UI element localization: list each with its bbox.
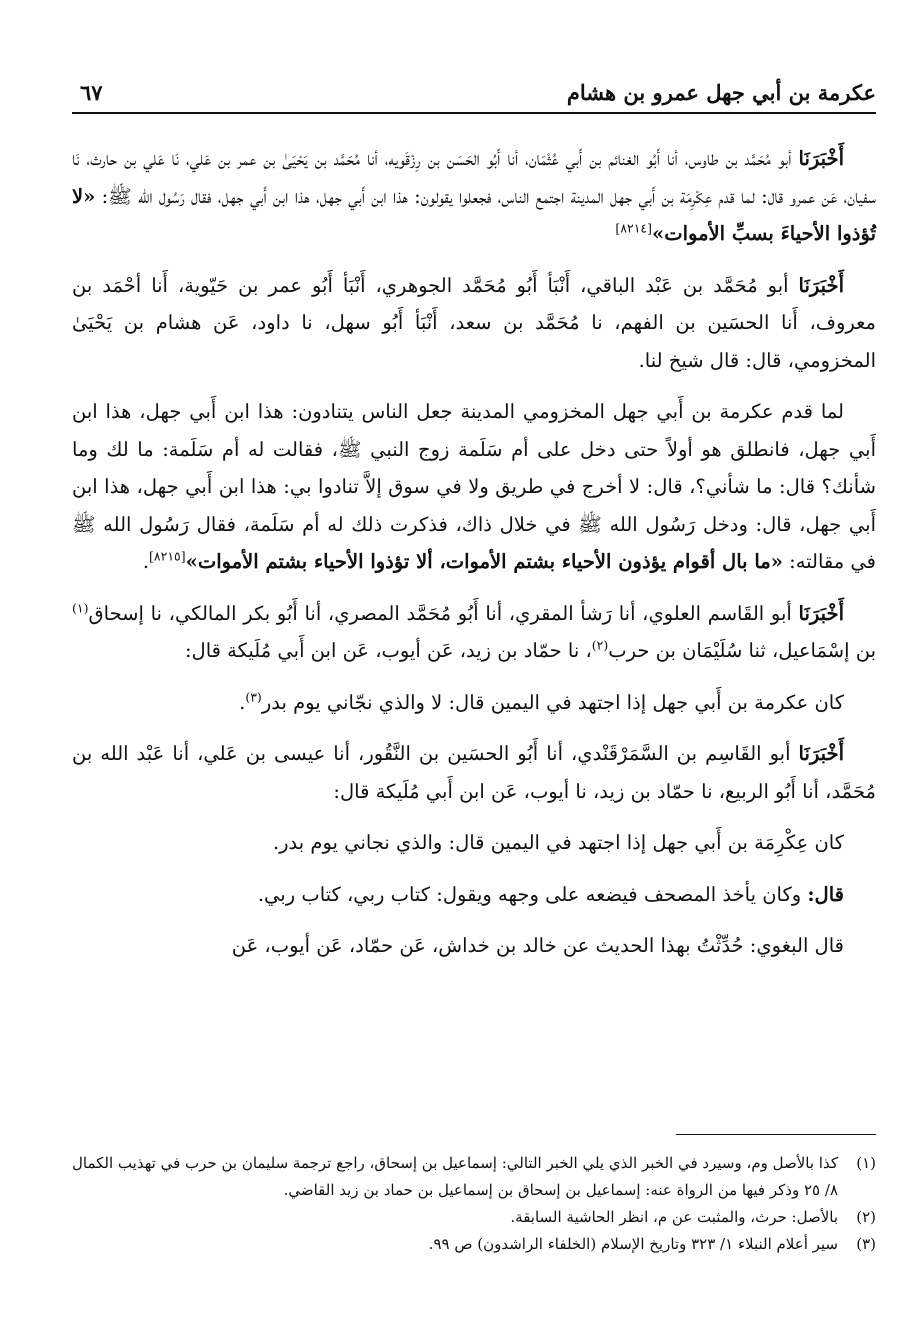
main-text — [72, 140, 876, 979]
narrative-text: كان عِكْرِمَة بن أَبي جهل إذا اجتهد في اليمين قال: والذي نجاني يوم بدر. — [272, 831, 844, 854]
header-rule — [72, 112, 876, 114]
isnad-text: بن إسْمَاعيل، ثنا سُلَيْمَان بن حرب — [608, 639, 876, 662]
footnote-marker-3: (٣) — [245, 689, 262, 704]
paragraph-5 — [72, 684, 876, 722]
footnote-text: كذا بالأصل وم، وسيرد في الخبر الذي يلي الخبر التالي: إسماعيل بن إسحاق، راجع ترجمة سليمان بن حرب في تهذيب الكمال ٨/ ٢٥ وذكر فيها من الرواة عنه: إسماعيل بن إسحاق بن إسماعيل بن حماد بن زيد القاضي. — [72, 1154, 838, 1199]
page-number: ٦٧ — [80, 80, 103, 105]
footnote-text: سير أعلام النبلاء ١/ ٣٢٣ وتاريخ الإسلام (الخلفاء الراشدون) ص ٩٩. — [428, 1235, 838, 1253]
paragraph-2 — [72, 267, 876, 380]
footnote-number: (٢) — [856, 1208, 876, 1226]
paragraph-9 — [72, 927, 876, 965]
paragraph-6 — [72, 735, 876, 810]
narrative-text: وكان يأخذ المصحف فيضعه على وجهه ويقول: كتاب ربي، كتاب ربي. — [257, 882, 808, 906]
akhbarana-lead: أَخْبَرَنَا — [798, 273, 844, 297]
period: . — [239, 690, 246, 714]
qala-lead: قال: — [807, 882, 844, 906]
running-header — [72, 78, 876, 112]
footnote-number: (١) — [856, 1154, 876, 1172]
isnad-text: أبو مُحَمَّد بن عَبْد الباقي، أَنْبَأ أَبُو مُحَمَّد الجوهري، أَنْبَأ أَبُو عمر بن حَيّوية، أَنا أحْمَد بن معروف، أَنا الحسَين بن الفهم، نا مُحَمَّد بن سعد، أَنْبَأ أَبُو سهل، نا داود، عَن هشام بن يَحْيَىٰ المخزومي، قال: قال شيخ لنا. — [72, 273, 876, 372]
paragraph-3 — [72, 393, 876, 581]
hadith-number: [٨٢١٥] — [149, 548, 186, 564]
footnote-rule — [676, 1134, 876, 1135]
footnote-marker-2: (٢) — [591, 637, 609, 653]
akhbarana-lead: أَخْبَرَنَا — [798, 601, 844, 625]
narrative-text: قال البغوي: حُدِّثْتُ بهذا الحديث عن خالد بن خداش، عَن حمّاد، عَن أيوب، عَن — [231, 934, 844, 957]
chapter-title: عكرمة بن أبي جهل عمرو بن هشام — [566, 80, 876, 105]
narrative-text: كان عكرمة بن أَبي جهل إذا اجتهد في اليمين قال: لا والذي نجّاني يوم بدر — [261, 690, 844, 714]
footnote-text: بالأصل: حرث، والمثبت عن م، انظر الحاشية السابقة. — [510, 1208, 838, 1226]
footnote-1 — [72, 1150, 876, 1204]
footnote-number: (٣) — [856, 1235, 876, 1253]
isnad-text: ، نا حمّاد بن زيد، عَن أيوب، عَن ابن أَبي مُلَيكة قال: — [184, 639, 592, 662]
hadith-quote: «لا تُؤذوا الأحياءَ بسبِّ الأموات» — [72, 184, 876, 245]
narrative-text: لما قدم عكرمة بن أَبي جهل المخزومي المدينة جعل الناس يتنادون: هذا ابن أَبي جهل، هذا ابن أَبي جهل، فانطلق هو أولاً حتى دخل على أم سَلَمة زوج النبي ﷺ، فقالت له أم سَلَمة: ما لك وما شأنك؟ قال: ما شأني؟، قال: لا أخرج في طريق ولا في سوق إلاَّ تنادوا بي: هذا ابن أَبي جهل، هذا ابن أَبي جهل، قال: ودخل رَسُول الله ﷺ في خلال ذاك، فذكرت ذلك له أم سَلَمة، فقال رَسُول الله ﷺ في مقالته: — [72, 400, 876, 573]
hadith-number: [٨٢١٤] — [615, 220, 653, 236]
footnote-2 — [72, 1204, 876, 1231]
paragraph-4 — [72, 595, 876, 670]
akhbarana-lead: أَخْبَرَنَا — [798, 742, 844, 765]
hadith-quote: «ما بال أقوام يؤذون الأحياء بشتم الأموات، ألا تؤذوا الأحياء بشتم الأموات» — [185, 550, 783, 573]
footnote-marker-1: (١) — [72, 600, 89, 615]
footnotes — [72, 1150, 876, 1258]
isnad-text: أبو القَاسم العلوي، أنا رَشأ المقري، أنا أَبُو مُحَمَّد المصري، أنا أَبُو بكر المالكي، نا إسحاق — [88, 601, 799, 625]
paragraph-8 — [72, 876, 876, 914]
isnad-text: أبو مُحَمَّد بن طاوس، أنا أَبُو الغنائم بن أَبي عُثْمَان، أنا أَبُو الحَسَن بن رِزْقَويه، أنا مُحَمَّد بن يَحْيَىٰ بن عمر بن عَلي، نَا عَلي بن حارث، نَا سفيان، عَن عمرو قال: لما قدم عِكْرِمَة بن أَبي جهل المدينة اجتمع الناس، فجعلوا يقولون: هذا ابن أَبي جهل، هذا ابن أَبي جهل، فقال رَسُول الله ﷺ: — [72, 147, 876, 208]
paragraph-1 — [72, 140, 876, 253]
akhbarana-lead: أَخْبَرَنَا — [798, 147, 844, 170]
footnote-3 — [72, 1231, 876, 1258]
isnad-text: أبو القَاسِم بن السَّمَرْقَنْدي، أنا أَبُو الحسَين بن النَّقُور، أنا عيسى بن عَلي، أنا عَبْد الله بن مُحَمَّد، أنا أَبُو الربيع، نا حمّاد بن زيد، نا أيوب، عَن ابن أَبي مُلَيكة قال: — [72, 742, 876, 803]
paragraph-7 — [72, 824, 876, 862]
period: . — [142, 550, 150, 573]
